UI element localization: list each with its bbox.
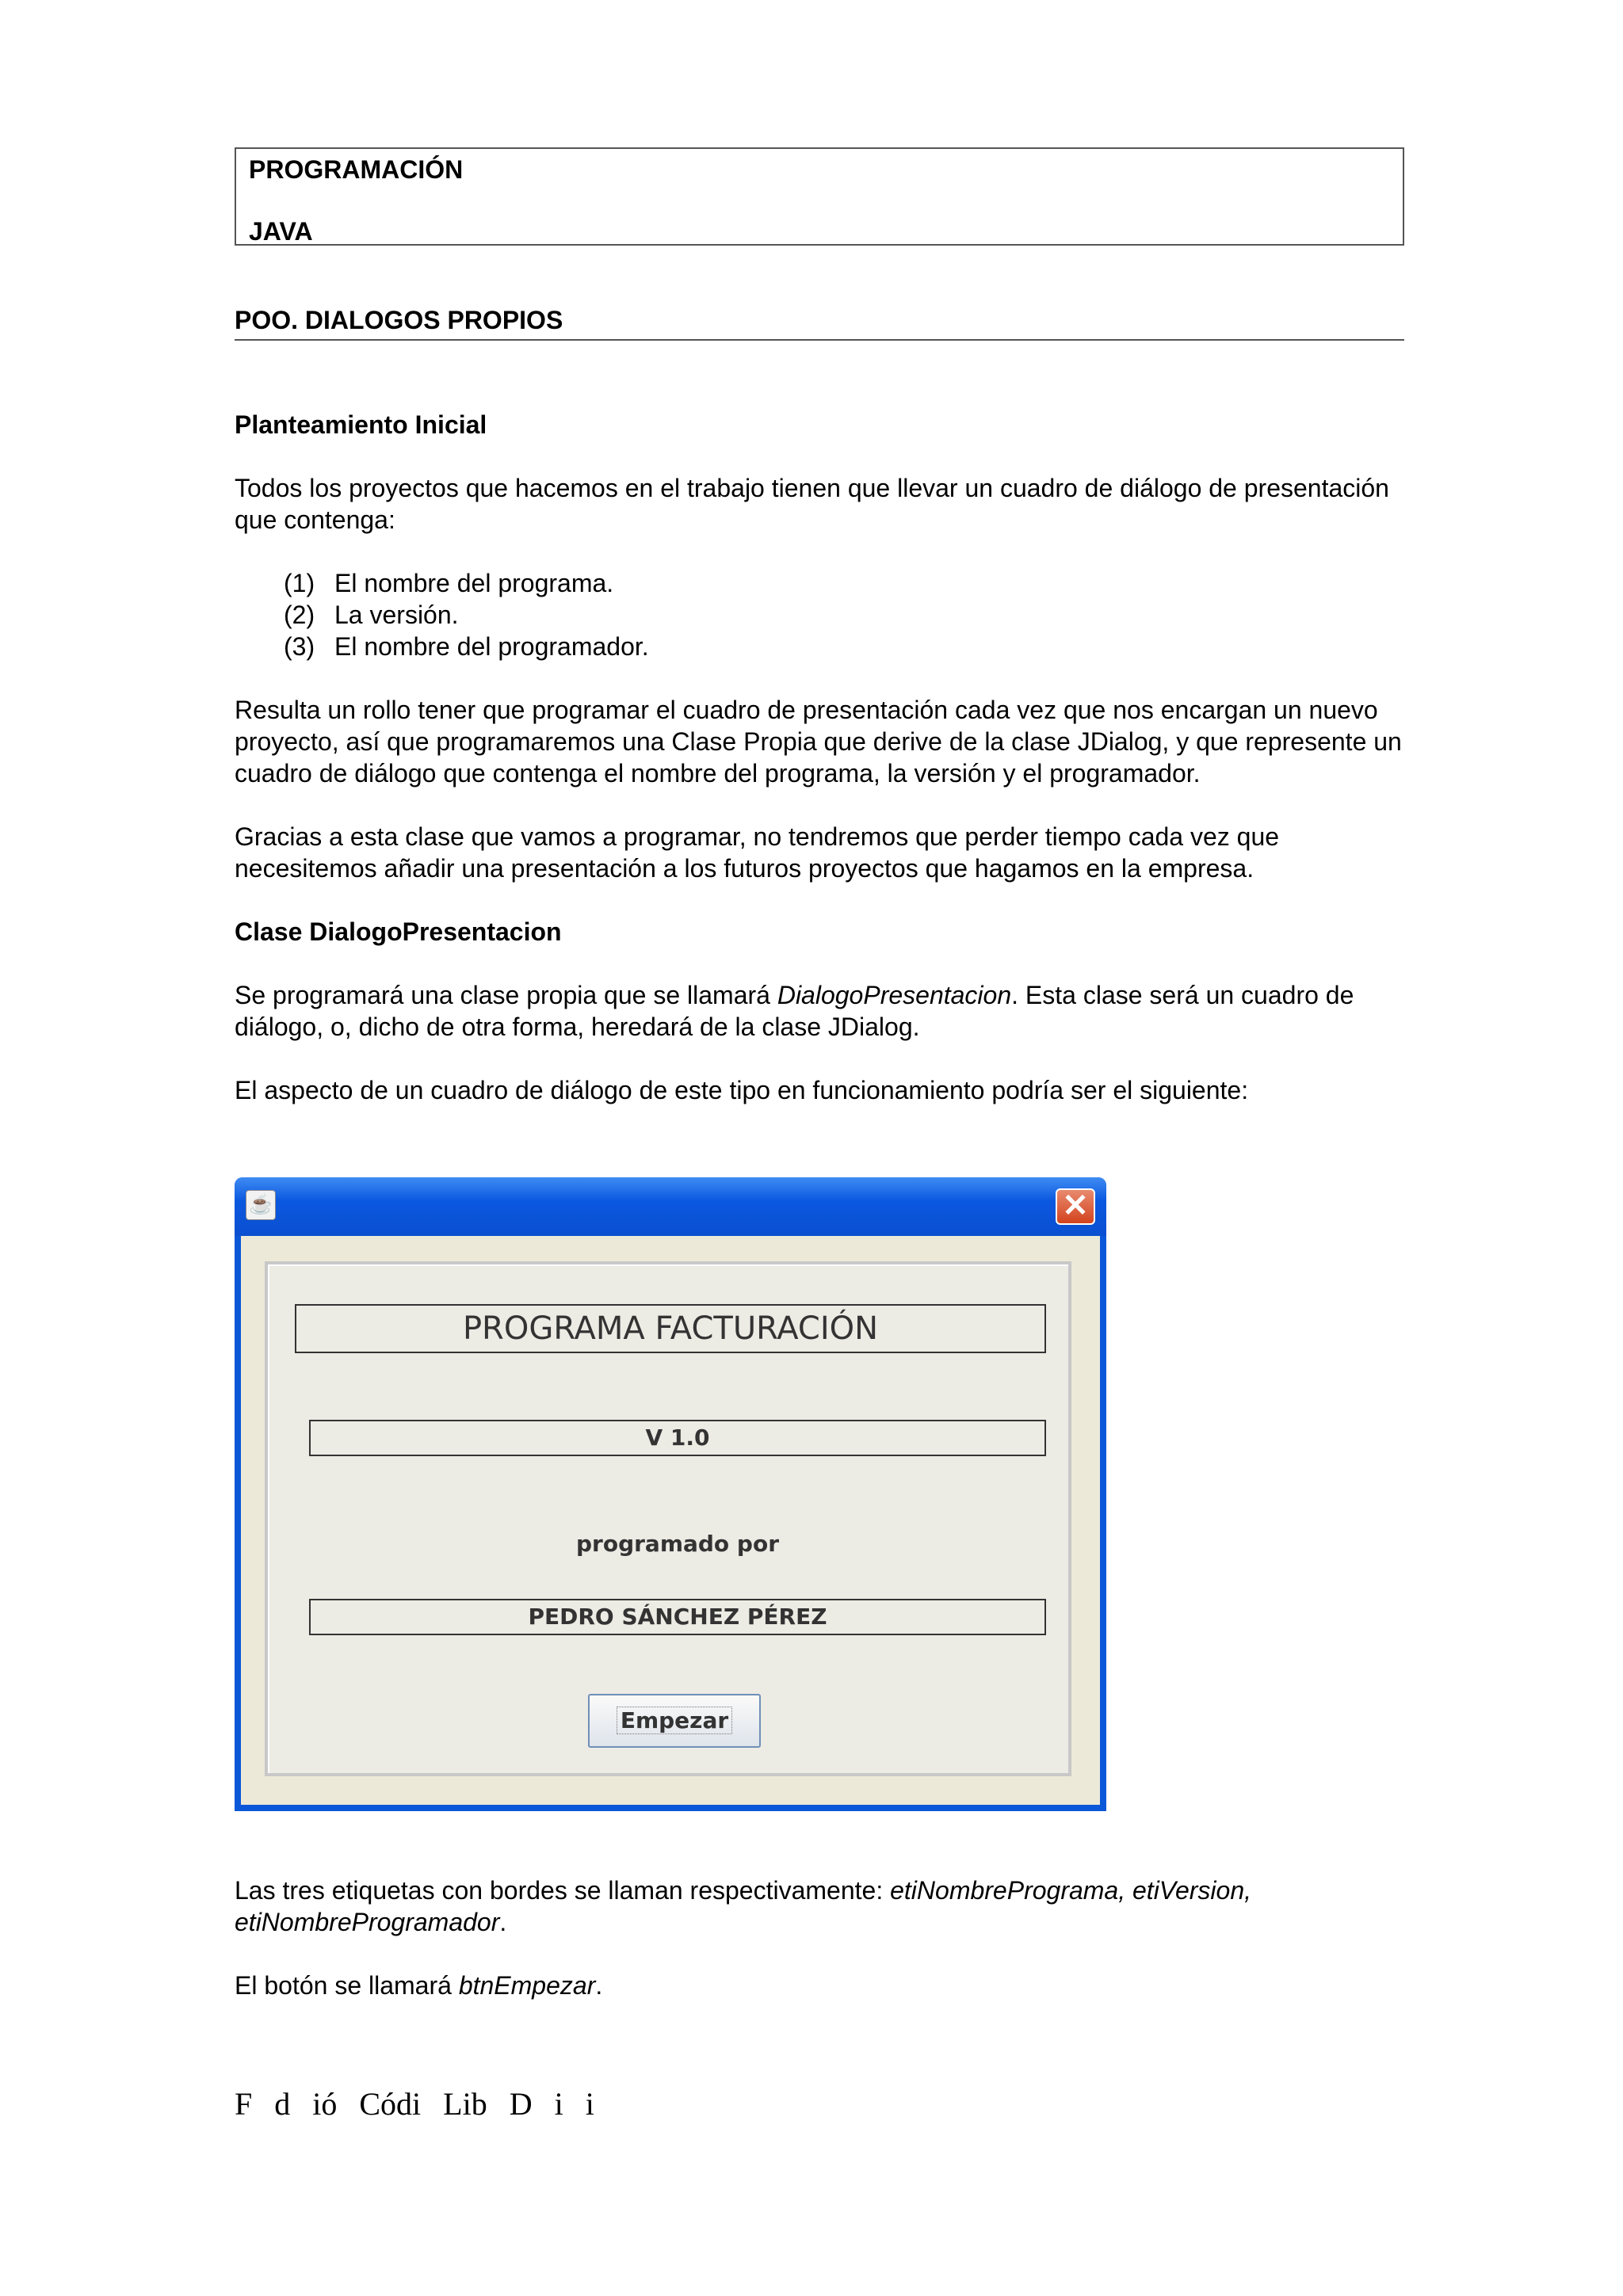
header-line-2: JAVA [249,217,313,246]
eti-nombre-programa: PROGRAMA FACTURACIÓN [295,1304,1046,1353]
paragraph-boton: El botón se llamará btnEmpezar. [235,1971,603,2000]
list-item: (1) El nombre del programa. [284,569,614,597]
requirements-list [235,567,1404,662]
list-item: (3) El nombre del programador. [284,632,649,661]
close-button[interactable]: ✕ [1056,1188,1095,1225]
header-line-1: PROGRAMACIÓN [249,155,464,184]
eti-version: V 1.0 [309,1420,1046,1456]
document-page [235,147,1404,1106]
empezar-button[interactable]: Empezar [588,1694,761,1748]
list-item: (2) La versión. [284,601,459,629]
section-title: POO. DIALOGOS PROPIOS [235,304,1404,341]
document-page-lower [235,1875,1404,2001]
paragraph-clase-propia: Se programará una clase propia que se llamará DialogoPresentacion. Esta clase será un cuadro de diálogo, o, dicho de otra forma, heredará de la clase JDialog. [235,981,1354,1041]
dialog-body [241,1236,1100,1805]
heading-planteamiento: Planteamiento Inicial [235,410,487,439]
header-box [235,147,1404,246]
paragraph-gracias: Gracias a esta clase que vamos a programar, no tendremos que perder tiempo cada vez que necesitemos añadir una presentación a los futuros proyectos que hagamos en la empresa. [235,822,1280,883]
dialog-screenshot [235,1177,1106,1811]
dialog-panel [265,1261,1071,1776]
paragraph-intro: Todos los proyectos que hacemos en el trabajo tienen que llevar un cuadro de diálogo de presentación que contenga: [235,474,1389,534]
java-coffee-icon: ☕ [246,1190,276,1220]
dialog-title-bar [235,1177,1106,1236]
paragraph-etiquetas: Las tres etiquetas con bordes se llaman respectivamente: etiNombrePrograma, etiVersion, etiNombreProgramador. [235,1876,1251,1936]
page-footer: F d ió Códi Lib D i i [235,2086,594,2122]
eti-nombre-programador: PEDRO SÁNCHEZ PÉREZ [309,1599,1046,1635]
heading-clase: Clase DialogoPresentacion [235,917,562,946]
paragraph-aspecto: El aspecto de un cuadro de diálogo de este tipo en funcionamiento podría ser el siguiente: [235,1076,1249,1104]
paragraph-rollo: Resulta un rollo tener que programar el cuadro de presentación cada vez que nos encargan un nuevo proyecto, así que programaremos una Clase Propia que derive de la clase JDialog, y que represente un cuadro de diálogo que contenga el nombre del programa, la versión y el programador. [235,696,1402,788]
programado-por-label: programado por [575,1531,780,1557]
